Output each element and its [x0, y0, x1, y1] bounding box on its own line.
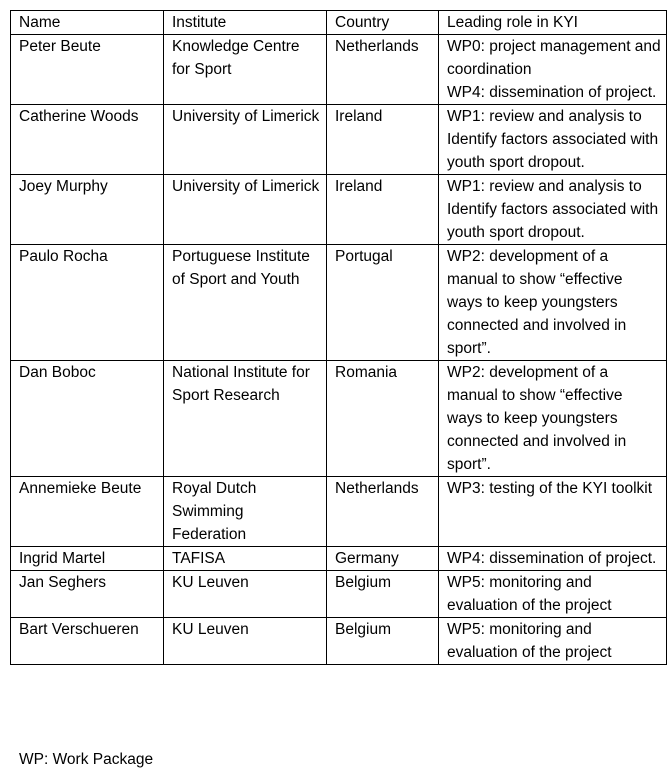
table-row: [11, 571, 667, 618]
role-entry: WP5: monitoring and evaluation of the project: [447, 574, 612, 614]
cell-leading-role: [439, 361, 667, 477]
cell-country: Netherlands: [327, 35, 439, 105]
footnote: WP: Work Package: [19, 751, 154, 768]
cell-institute: Knowledge Centre for Sport: [164, 35, 327, 105]
table-row: [11, 105, 667, 175]
cell-leading-role: [439, 35, 667, 105]
cell-country: Portugal: [327, 245, 439, 361]
cell-name: Peter Beute: [11, 35, 164, 105]
column-header-institute: Institute: [164, 11, 327, 35]
cell-country: Belgium: [327, 618, 439, 665]
cell-country: Belgium: [327, 571, 439, 618]
cell-leading-role: [439, 547, 667, 571]
cell-leading-role: [439, 477, 667, 547]
role-entry: WP1: review and analysis to Identify factors associated with youth sport dropout.: [447, 108, 659, 171]
table-row: [11, 477, 667, 547]
column-header-country: Country: [327, 11, 439, 35]
cell-country: Ireland: [327, 175, 439, 245]
cell-leading-role: [439, 245, 667, 361]
cell-leading-role: [439, 175, 667, 245]
table-row: [11, 245, 667, 361]
role-entry: WP5: monitoring and evaluation of the project: [447, 621, 612, 661]
cell-institute: Royal Dutch Swimming Federation: [164, 477, 327, 547]
table-row: [11, 361, 667, 477]
cell-institute: University of Limerick: [164, 105, 327, 175]
cell-name: Bart Verschueren: [11, 618, 164, 665]
cell-country: Netherlands: [327, 477, 439, 547]
table-row: [11, 175, 667, 245]
cell-leading-role: [439, 105, 667, 175]
role-entry: WP2: development of a manual to show “effective ways to keep youngsters connected and involved in sport”.: [447, 248, 627, 357]
cell-name: Annemieke Beute: [11, 477, 164, 547]
cell-name: Jan Seghers: [11, 571, 164, 618]
column-header-name: Name: [11, 11, 164, 35]
cell-institute: University of Limerick: [164, 175, 327, 245]
cell-name: Joey Murphy: [11, 175, 164, 245]
role-entry: WP4: dissemination of project.: [447, 84, 657, 101]
role-entry: WP1: review and analysis to Identify factors associated with youth sport dropout.: [447, 178, 659, 241]
cell-institute: Portuguese Institute of Sport and Youth: [164, 245, 327, 361]
role-entry: WP3: testing of the KYI toolkit: [447, 480, 653, 497]
cell-institute: KU Leuven: [164, 571, 327, 618]
role-entry: WP2: development of a manual to show “effective ways to keep youngsters connected and involved in sport”.: [447, 364, 627, 473]
cell-institute: National Institute for Sport Research: [164, 361, 327, 477]
cell-name: Catherine Woods: [11, 105, 164, 175]
cell-leading-role: [439, 618, 667, 665]
table-row: [11, 547, 667, 571]
cell-country: Ireland: [327, 105, 439, 175]
cell-institute: KU Leuven: [164, 618, 327, 665]
cell-name: Ingrid Martel: [11, 547, 164, 571]
table-body: [11, 35, 667, 665]
table-row: [11, 35, 667, 105]
role-entry: WP0: project management and coordination: [447, 38, 661, 78]
cell-name: Paulo Rocha: [11, 245, 164, 361]
table-row: [11, 618, 667, 665]
cell-country: Romania: [327, 361, 439, 477]
kyi-partners-table: [10, 10, 667, 665]
table-header-row: [11, 11, 667, 35]
cell-name: Dan Boboc: [11, 361, 164, 477]
cell-leading-role: [439, 571, 667, 618]
role-entry: WP4: dissemination of project.: [447, 550, 657, 567]
column-header-leading-role: Leading role in KYI: [439, 11, 667, 35]
cell-institute: TAFISA: [164, 547, 327, 571]
cell-country: Germany: [327, 547, 439, 571]
